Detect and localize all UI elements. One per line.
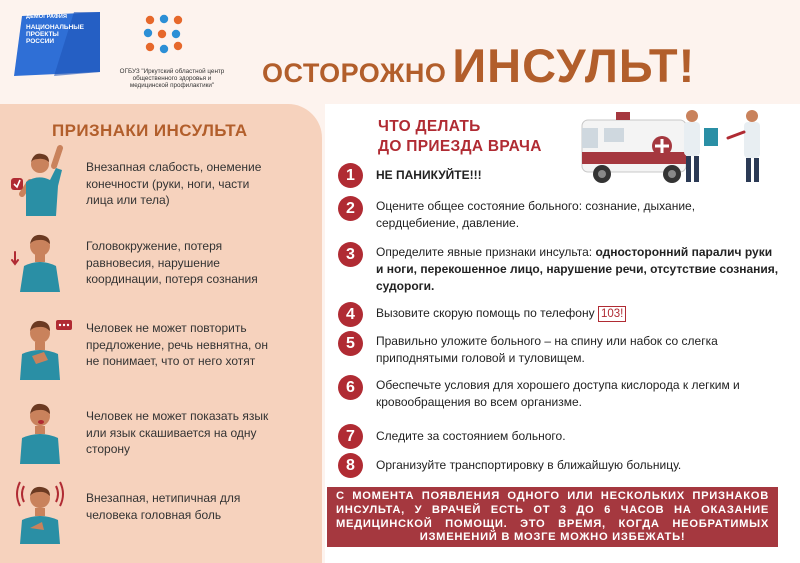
national-projects-logo-text bbox=[26, 14, 84, 45]
headache-person-icon bbox=[8, 470, 82, 544]
step-text-plain: Правильно уложите больного – на спину или набок со слегка приподнятыми головой и туловищем. bbox=[376, 334, 718, 365]
step-text bbox=[376, 428, 781, 445]
step-text bbox=[376, 198, 781, 232]
sign-text-line: Человек не может повторить bbox=[86, 321, 247, 335]
sign-text bbox=[86, 238, 310, 288]
sign-text bbox=[86, 320, 310, 370]
step-number: 1 bbox=[338, 163, 363, 188]
np-logo-line: НАЦИОНАЛЬНЫЕ bbox=[26, 24, 84, 31]
page-title bbox=[262, 38, 695, 93]
step-number: 2 bbox=[338, 196, 363, 221]
step-text-plain: Вызовите скорую помощь по телефону bbox=[376, 306, 598, 320]
organization-logo bbox=[142, 14, 186, 58]
np-logo-top-label: ДЕМОГРАФИЯ bbox=[26, 14, 68, 20]
step-number: 3 bbox=[338, 242, 363, 267]
signs-title: ПРИЗНАКИ ИНСУЛЬТА bbox=[52, 121, 248, 140]
step-text bbox=[376, 305, 781, 322]
sign-text-line: или язык скашивается на одну bbox=[86, 425, 257, 440]
org-name-line: общественного здоровья и bbox=[132, 75, 212, 83]
sign-text bbox=[86, 490, 310, 523]
step-text bbox=[376, 457, 781, 474]
np-logo-line: РОССИИ bbox=[26, 38, 55, 45]
step-text bbox=[376, 377, 781, 411]
person-raised-arm-icon bbox=[8, 142, 82, 216]
step-text bbox=[376, 244, 781, 295]
step-number: 5 bbox=[338, 331, 363, 356]
sign-text-line: предложение, речь невнятна, он bbox=[86, 337, 268, 352]
sign-text bbox=[86, 159, 310, 209]
step-text-bold: НЕ ПАНИКУЙТЕ!!! bbox=[376, 168, 482, 182]
speech-problem-person-icon bbox=[8, 308, 82, 382]
sign-item bbox=[8, 142, 320, 212]
sign-text-line: Головокружение, потеря bbox=[86, 239, 223, 253]
sign-text-line: Человек не может показать язык bbox=[86, 409, 269, 423]
organization-name bbox=[104, 68, 240, 90]
phone-number-box: 103! bbox=[598, 306, 626, 322]
dizzy-person-icon bbox=[8, 222, 82, 296]
actions-title bbox=[378, 117, 542, 157]
step-text-plain: Следите за состоянием больного. bbox=[376, 429, 566, 443]
step-text bbox=[376, 167, 781, 184]
sign-text-line: Внезапная слабость, онемение bbox=[86, 160, 262, 174]
org-name-line: медицинской профилактики" bbox=[129, 82, 215, 90]
sign-item bbox=[8, 222, 320, 292]
np-logo-line: ПРОЕКТЫ bbox=[26, 31, 59, 38]
sign-text-line: лица или тела) bbox=[86, 193, 170, 207]
org-name-line: ОГБУЗ "Иркутский областной центр bbox=[119, 68, 225, 75]
step-number: 6 bbox=[338, 375, 363, 400]
sign-text bbox=[86, 408, 310, 458]
page-title-part1: ОСТОРОЖНО bbox=[262, 58, 447, 88]
sign-text-line: координации, потеря сознания bbox=[86, 272, 258, 286]
sign-item bbox=[8, 470, 320, 540]
step-text-plain: Оцените общее состояние больного: сознание, дыхание, сердцебиение, давление. bbox=[376, 199, 696, 230]
sign-item bbox=[8, 392, 320, 462]
step-text-plain: Обеспечьте условия для хорошего доступа кислорода к легким и кровообращения во всем организме. bbox=[376, 378, 740, 409]
step-number: 4 bbox=[338, 302, 363, 327]
sign-text-line: сторону bbox=[86, 442, 131, 456]
warning-banner: С МОМЕНТА ПОЯВЛЕНИЯ ОДНОГО ИЛИ НЕСКОЛЬКИХ ПРИЗНАКОВ ИНСУЛЬТА, У ВРАЧЕЙ ЕСТЬ ОТ 3 ДО 6 ЧАСОВ НА ОКАЗАНИЕ МЕДИЦИНСКОЙ ПОМОЩИ. ЭТО ВРЕМЯ, КОГДА НЕОБРАТИМЫХ ИЗМЕНЕНИЙ В МОЗГЕ МОЖНО ИЗБЕЖАТЬ! bbox=[327, 487, 778, 547]
tongue-person-icon bbox=[8, 392, 82, 466]
step-text-plain: Определите явные признаки инсульта: bbox=[376, 245, 596, 259]
sign-text-line: человека головная боль bbox=[86, 507, 222, 522]
step-text bbox=[376, 333, 781, 367]
sign-text-line: не понимает, что от него хотят bbox=[86, 354, 256, 368]
sign-text-line: Внезапная, нетипичная для bbox=[86, 491, 241, 505]
sign-item bbox=[8, 308, 320, 378]
sign-text-line: конечности (руки, ноги, части bbox=[86, 176, 250, 191]
page-title-part2: ИНСУЛЬТ! bbox=[452, 39, 696, 92]
step-text-bold: односторонний паралич руки и ноги, перекошенное лицо, нарушение речи, отсутствие сознания, судороги. bbox=[376, 245, 779, 293]
step-number: 7 bbox=[338, 424, 363, 449]
step-text-plain: Организуйте транспортировку в ближайшую больницу. bbox=[376, 458, 682, 472]
actions-title-line: ЧТО ДЕЛАТЬ bbox=[378, 118, 481, 135]
step-number: 8 bbox=[338, 453, 363, 478]
actions-title-line: ДО ПРИЕЗДА ВРАЧА bbox=[378, 138, 542, 155]
sign-text-line: равновесия, нарушение bbox=[86, 255, 220, 270]
